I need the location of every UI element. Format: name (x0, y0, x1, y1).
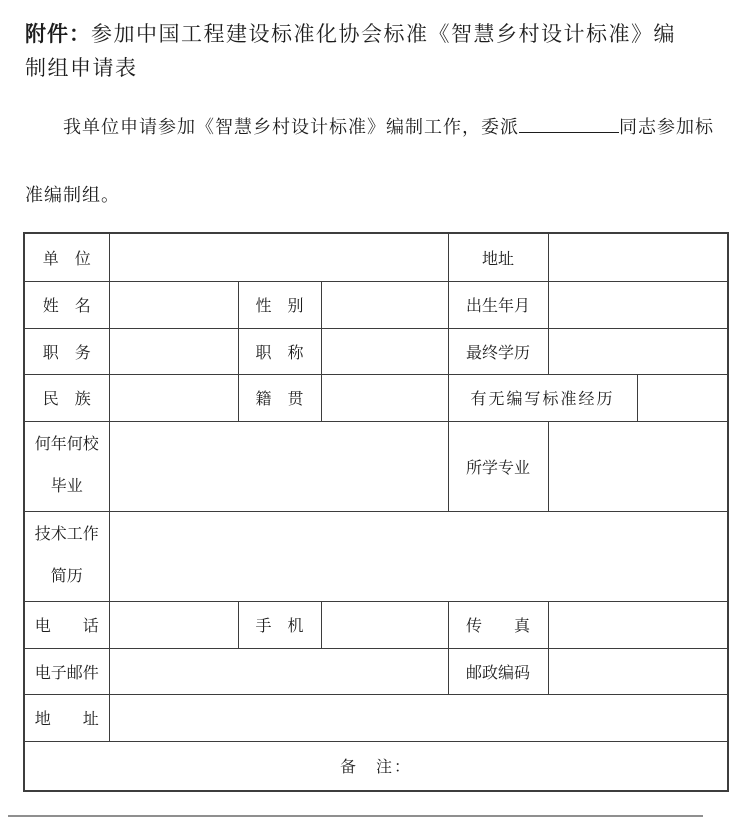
job-title-label: 职 称 (238, 328, 321, 374)
email-value-cell[interactable] (109, 648, 448, 694)
native-place-value-cell[interactable] (321, 374, 448, 421)
remarks-label: 备 注： (340, 759, 413, 777)
remarks-cell[interactable] (24, 741, 728, 791)
education-value-cell[interactable] (548, 328, 728, 374)
work-resume-label-line2: 简历 (50, 568, 83, 585)
title-prefix: 附件： (25, 22, 91, 46)
phone-value-cell[interactable] (109, 601, 238, 648)
table-row-unit (24, 233, 728, 281)
gender-label: 性 别 (238, 281, 321, 328)
name-value-cell[interactable] (109, 281, 238, 328)
address-bottom-label: 地 址 (24, 694, 109, 741)
fax-label: 传 真 (448, 601, 548, 648)
unit-label: 单 位 (24, 233, 109, 281)
graduation-value-cell[interactable] (109, 421, 448, 511)
table-row-email (24, 648, 728, 694)
postal-code-label: 邮政编码 (448, 648, 548, 694)
job-title-value-cell[interactable] (321, 328, 448, 374)
gender-value-cell[interactable] (321, 281, 448, 328)
position-label: 职 务 (24, 328, 109, 374)
ethnicity-label: 民 族 (24, 374, 109, 421)
graduation-label (24, 421, 109, 511)
table-row-address (24, 694, 728, 741)
intro-text-after-blank: 同志参加标 (619, 117, 714, 137)
phone-label: 电 话 (24, 601, 109, 648)
table-row-name (24, 281, 728, 328)
standard-experience-value-cell[interactable] (637, 374, 728, 421)
intro-text-before-blank: 我单位申请参加《智慧乡村设计标准》编制工作，委派 (63, 117, 519, 137)
address-top-label: 地址 (448, 233, 548, 281)
position-value-cell[interactable] (109, 328, 238, 374)
intro-line1 (25, 115, 730, 139)
table-row-remarks (24, 741, 728, 791)
delegate-name-blank[interactable] (519, 116, 619, 133)
table-row-work-resume (24, 511, 728, 601)
title-line2: 制组申请表 (25, 56, 138, 80)
birth-date-label: 出生年月 (448, 281, 548, 328)
address-bottom-value-cell[interactable] (109, 694, 728, 741)
table-row-ethnicity (24, 374, 728, 421)
table-row-graduation (24, 421, 728, 511)
address-top-value-cell[interactable] (548, 233, 728, 281)
mobile-value-cell[interactable] (321, 601, 448, 648)
name-label: 姓 名 (24, 281, 109, 328)
page-title (25, 17, 740, 85)
intro-paragraph (25, 115, 730, 207)
ethnicity-value-cell[interactable] (109, 374, 238, 421)
birth-date-value-cell[interactable] (548, 281, 728, 328)
fax-value-cell[interactable] (548, 601, 728, 648)
table-row-position (24, 328, 728, 374)
education-label: 最终学历 (448, 328, 548, 374)
major-value-cell[interactable] (548, 421, 728, 511)
title-line1: 参加中国工程建设标准化协会标准《智慧乡村设计标准》编 (91, 22, 676, 46)
intro-line2: 准编制组。 (25, 185, 120, 205)
work-resume-value-cell[interactable] (109, 511, 728, 601)
work-resume-label (24, 511, 109, 601)
native-place-label: 籍 贯 (238, 374, 321, 421)
email-label: 电子邮件 (24, 648, 109, 694)
standard-experience-label: 有无编写标准经历 (448, 374, 637, 421)
work-resume-label-line1: 技术工作 (34, 526, 99, 543)
table-row-phone (24, 601, 728, 648)
unit-value-cell[interactable] (109, 233, 448, 281)
footer-divider (8, 815, 703, 817)
graduation-label-line2: 毕业 (50, 478, 83, 495)
graduation-label-line1: 何年何校 (34, 436, 99, 453)
postal-code-value-cell[interactable] (548, 648, 728, 694)
mobile-label: 手 机 (238, 601, 321, 648)
application-table (23, 232, 729, 792)
major-label: 所学专业 (448, 421, 548, 511)
